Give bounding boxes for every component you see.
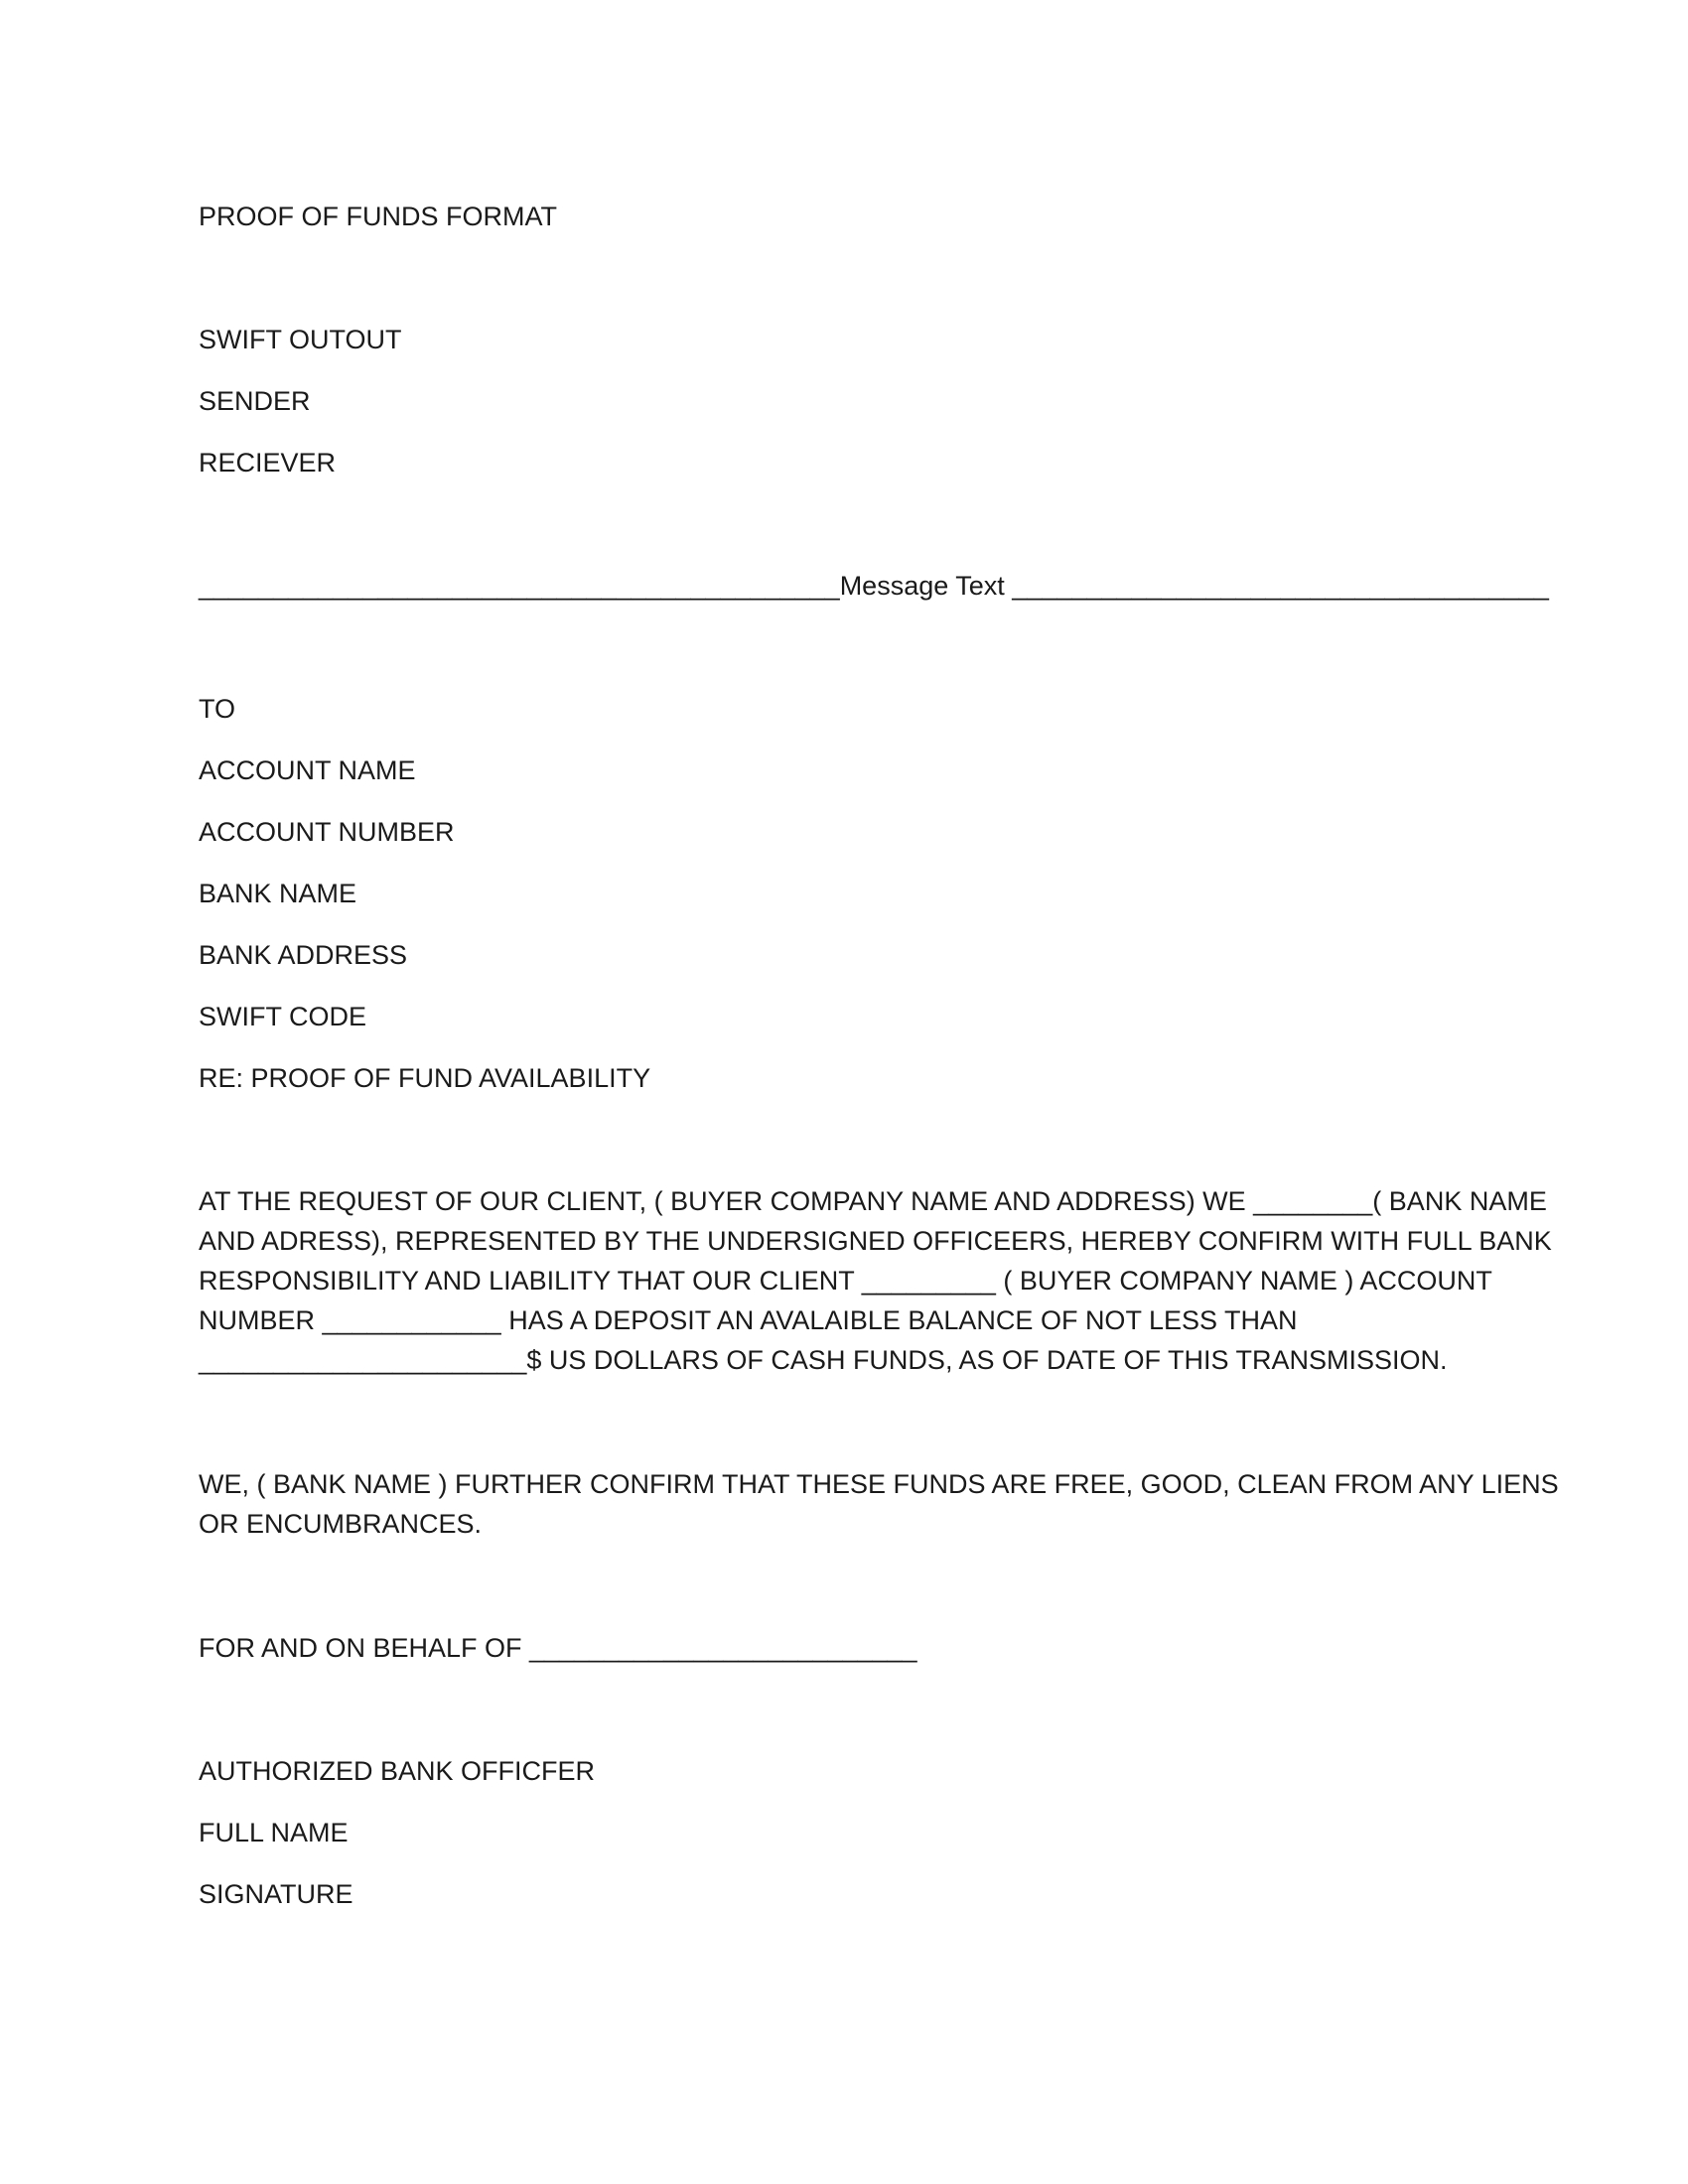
liens-paragraph [199,1464,1559,1544]
on-behalf-line: FOR AND ON BEHALF OF __________________________ [199,1633,917,1663]
swift-code-label: SWIFT CODE [199,1002,367,1031]
subject-line: RE: PROOF OF FUND AVAILABILITY [199,1063,651,1093]
to-label: TO [199,694,236,724]
paragraph-line: NUMBER ____________ HAS A DEPOSIT AN AVALAIBLE BALANCE OF NOT LESS THAN [199,1305,1298,1335]
paragraph-line: WE, ( BANK NAME ) FURTHER CONFIRM THAT THESE FUNDS ARE FREE, GOOD, CLEAN FROM ANY LIENS [199,1469,1559,1499]
receiver-label: RECIEVER [199,448,337,478]
paragraph-line: OR ENCUMBRANCES. [199,1509,483,1539]
full-name-label: FULL NAME [199,1818,349,1847]
authorized-officer-label: AUTHORIZED BANK OFFICFER [199,1756,596,1786]
paragraph-line: AND ADRESS), REPRESENTED BY THE UNDERSIGNED OFFICEERS, HEREBY CONFIRM WITH FULL BANK [199,1226,1552,1256]
document-title: PROOF OF FUNDS FORMAT [199,202,557,231]
message-text-divider: ___________________________________________Message Text ____________________________________ [199,571,1549,601]
swift-output-label: SWIFT OUTOUT [199,325,402,354]
paragraph-line: RESPONSIBILITY AND LIABILITY THAT OUR CLIENT _________ ( BUYER COMPANY NAME ) ACCOUNT [199,1266,1492,1296]
account-name-label: ACCOUNT NAME [199,755,416,785]
paragraph-line: AT THE REQUEST OF OUR CLIENT, ( BUYER COMPANY NAME AND ADDRESS) WE ________( BANK NAME [199,1186,1547,1216]
bank-address-label: BANK ADDRESS [199,940,408,970]
bank-name-label: BANK NAME [199,879,357,908]
sender-label: SENDER [199,386,311,416]
account-number-label: ACCOUNT NUMBER [199,817,455,847]
paragraph-line: ______________________$ US DOLLARS OF CASH FUNDS, AS OF DATE OF THIS TRANSMISSION. [199,1345,1448,1375]
confirmation-paragraph [199,1181,1552,1380]
signature-label: SIGNATURE [199,1879,353,1909]
